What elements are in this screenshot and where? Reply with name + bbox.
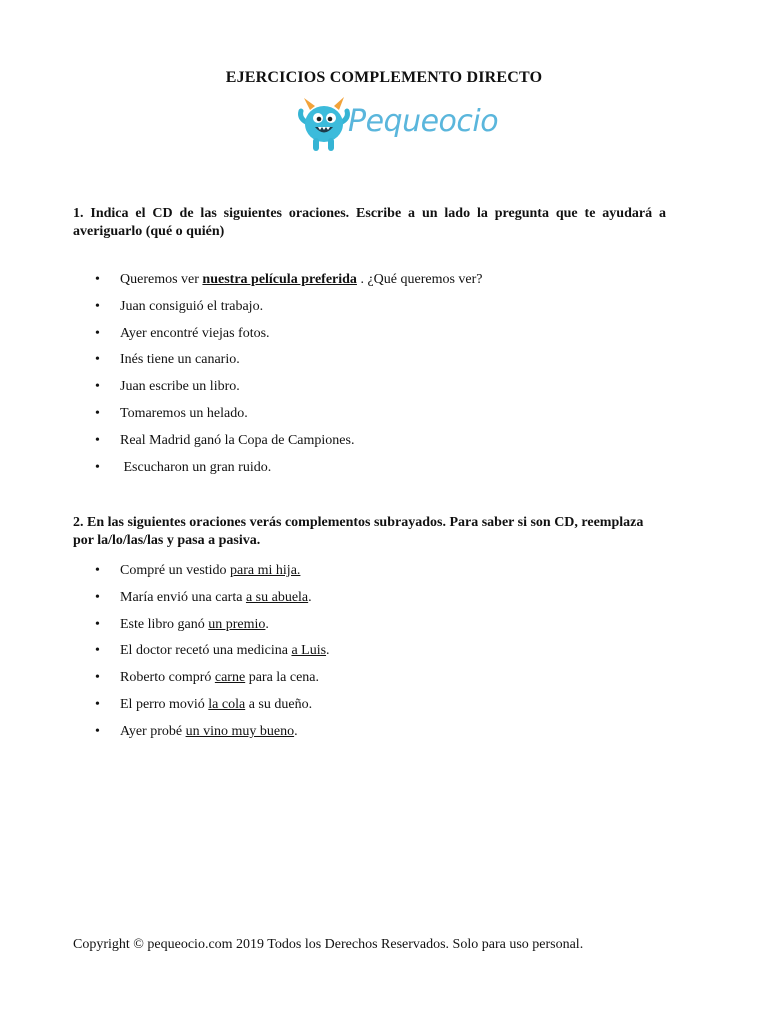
underlined-complement: un vino muy bueno xyxy=(185,723,295,739)
list-item: • Juan escribe un libro. xyxy=(95,378,483,405)
underlined-complement: a Luis xyxy=(291,643,327,659)
list-item: • Compré un vestido para mi hija. xyxy=(95,562,330,589)
logo-text: Pequeocio xyxy=(348,104,499,139)
list-item: • Juan consiguió el trabajo. xyxy=(95,298,483,325)
list-item: • Ayer probé un vino muy bueno. xyxy=(95,723,330,750)
section2-instruction: 2. En las siguientes oraciones verás complementos subrayados. Para saber si son CD, reemplaza por la/lo/las/las y pasa a pasiva. xyxy=(73,515,644,548)
list-item: • El doctor recetó una medicina a Luis. xyxy=(95,642,330,669)
underlined-complement: carne xyxy=(214,670,246,686)
underlined-complement: un premio xyxy=(208,616,266,632)
monster-mascot-icon xyxy=(298,96,350,158)
underlined-complement: nuestra película preferida xyxy=(202,272,357,287)
list-item: • Ayer encontré viejas fotos. xyxy=(95,325,483,352)
underlined-complement: la cola xyxy=(208,696,246,712)
list-item: • Queremos ver nuestra película preferida . ¿Qué queremos ver? xyxy=(95,271,483,298)
section1-list xyxy=(95,271,483,485)
list-item: • Escucharon un gran ruido. xyxy=(95,459,483,486)
pequeocio-logo xyxy=(298,96,499,158)
section2-list xyxy=(95,562,330,750)
section1-instruction: 1. Indica el CD de las siguientes oraciones. Escribe a un lado la pregunta que te ayudará a averiguarlo (qué o quién) xyxy=(73,206,666,239)
list-item: • Inés tiene un canario. xyxy=(95,351,483,378)
underlined-complement: para mi hija. xyxy=(230,563,301,578)
list-item: • Tomaremos un helado. xyxy=(95,405,483,432)
copyright-footer: Copyright © pequeocio.com 2019 Todos los Derechos Reservados. Solo para uso personal. xyxy=(73,937,584,952)
list-item: • Roberto compró carne para la cena. xyxy=(95,669,330,696)
list-item: • El perro movió la cola a su dueño. xyxy=(95,696,330,723)
page-title: EJERCICIOS COMPLEMENTO DIRECTO xyxy=(225,69,543,86)
underlined-complement: a su abuela xyxy=(245,589,309,605)
list-item: • Real Madrid ganó la Copa de Campiones. xyxy=(95,432,483,459)
list-item: • María envió una carta a su abuela. xyxy=(95,589,330,616)
list-item: • Este libro ganó un premio. xyxy=(95,616,330,643)
